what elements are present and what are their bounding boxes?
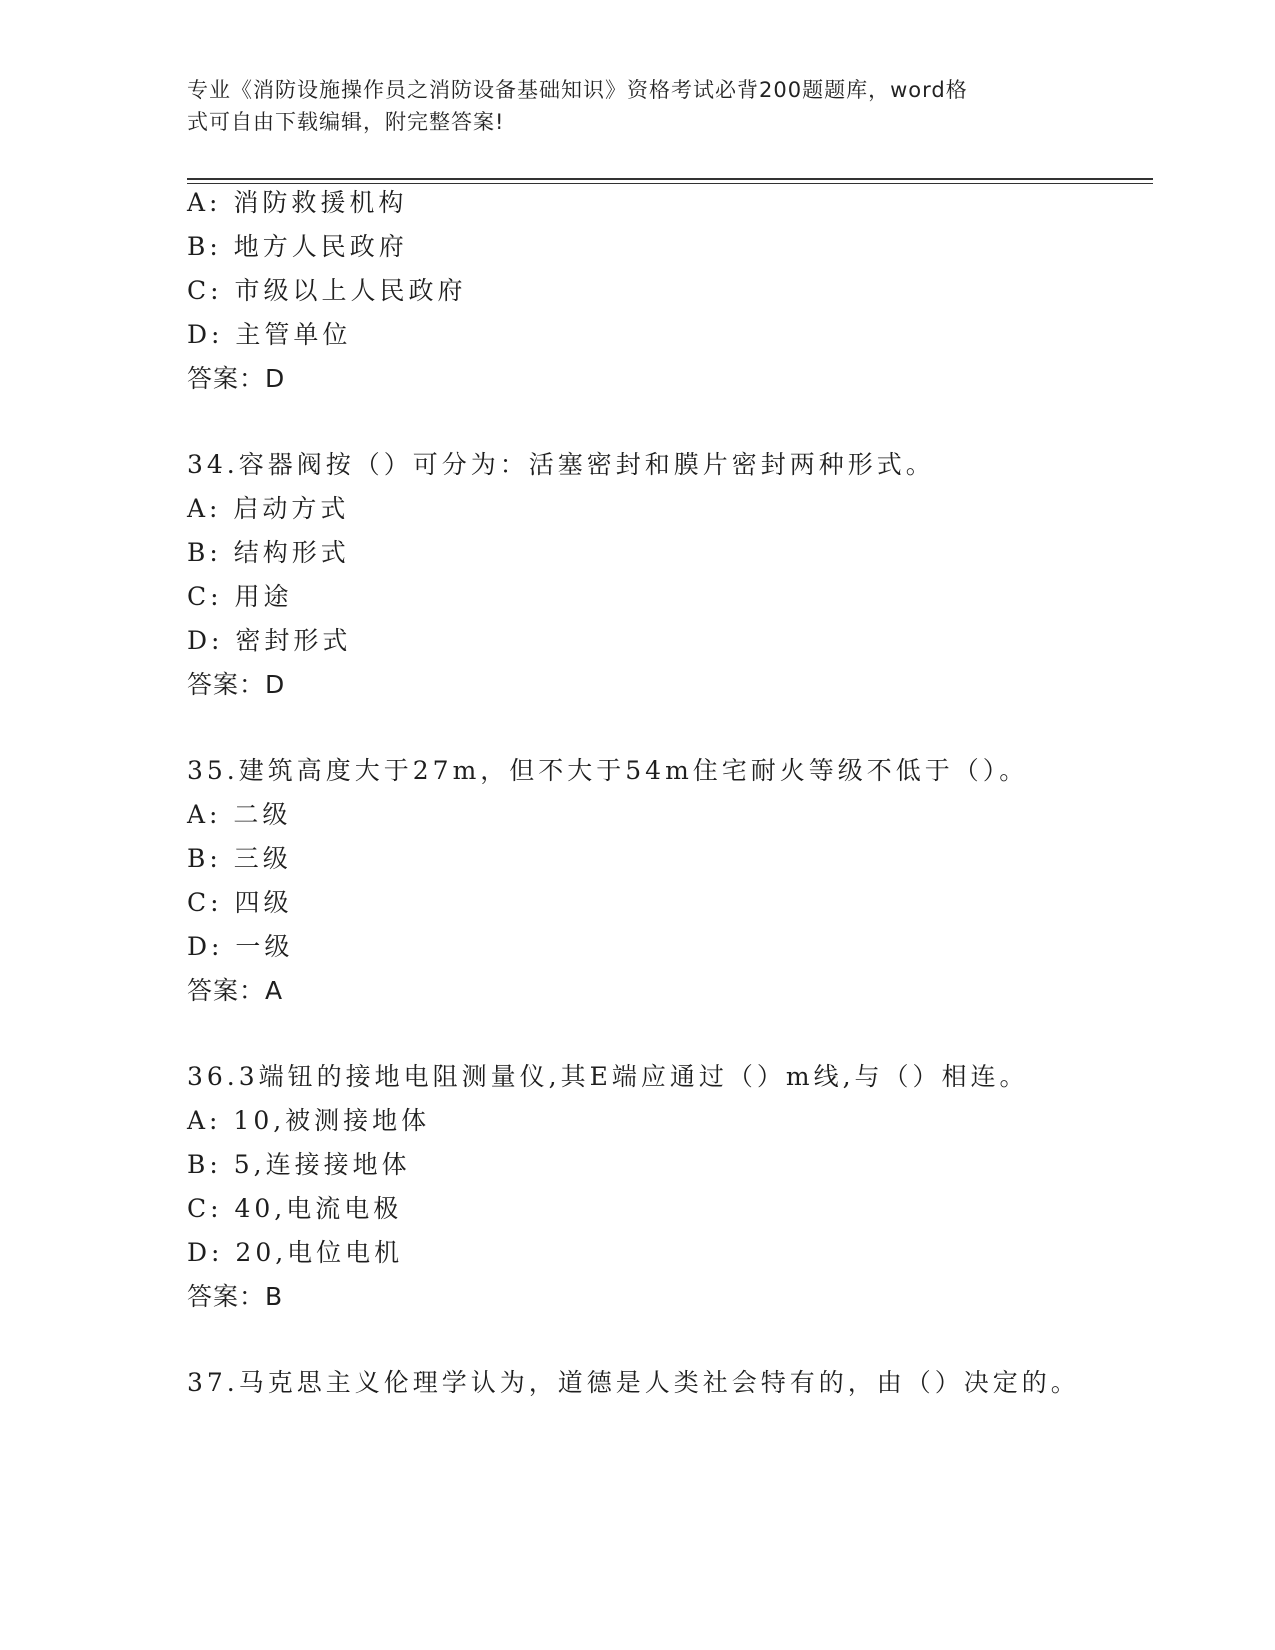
option-a: A: 二级 (187, 800, 292, 829)
option-c: C: 四级 (187, 888, 293, 917)
answer: 答案：B (187, 1282, 284, 1311)
option-a: A: 启动方式 (187, 494, 350, 523)
header-line-1: 专业《消防设施操作员之消防设备基础知识》资格考试必背200题题库，word格 (187, 78, 968, 102)
option-c: C: 市级以上人民政府 (187, 276, 467, 305)
option-c: C: 用途 (187, 582, 293, 611)
option-b: B: 5,连接接地体 (187, 1150, 411, 1179)
option-d: D: 20,电位电机 (187, 1238, 404, 1267)
header-divider (187, 178, 1153, 184)
answer: 答案：D (187, 364, 286, 393)
question-stem: 36.3端钮的接地电阻测量仪,其E端应通过（）m线,与（）相连。 (187, 1062, 1029, 1091)
option-a: A: 消防救援机构 (187, 188, 408, 217)
question-stem: 35.建筑高度大于27m，但不大于54m住宅耐火等级不低于（）。 (187, 756, 1029, 785)
option-d: D: 密封形式 (187, 626, 352, 655)
question-stem: 34.容器阀按（）可分为：活塞密封和膜片密封两种形式。 (187, 450, 935, 479)
option-d: D: 一级 (187, 932, 294, 961)
option-c: C: 40,电流电极 (187, 1194, 403, 1223)
header-line-2: 式可自由下载编辑，附完整答案! (187, 110, 505, 134)
option-a: A: 10,被测接地体 (187, 1106, 431, 1135)
option-d: D: 主管单位 (187, 320, 352, 349)
option-b: B: 三级 (187, 844, 292, 873)
option-b: B: 地方人民政府 (187, 232, 408, 261)
document-header (187, 74, 1067, 138)
answer: 答案：A (187, 976, 284, 1005)
answer: 答案：D (187, 670, 286, 699)
option-b: B: 结构形式 (187, 538, 350, 567)
question-stem: 37.马克思主义伦理学认为，道德是人类社会特有的，由（）决定的。 (187, 1368, 1080, 1397)
